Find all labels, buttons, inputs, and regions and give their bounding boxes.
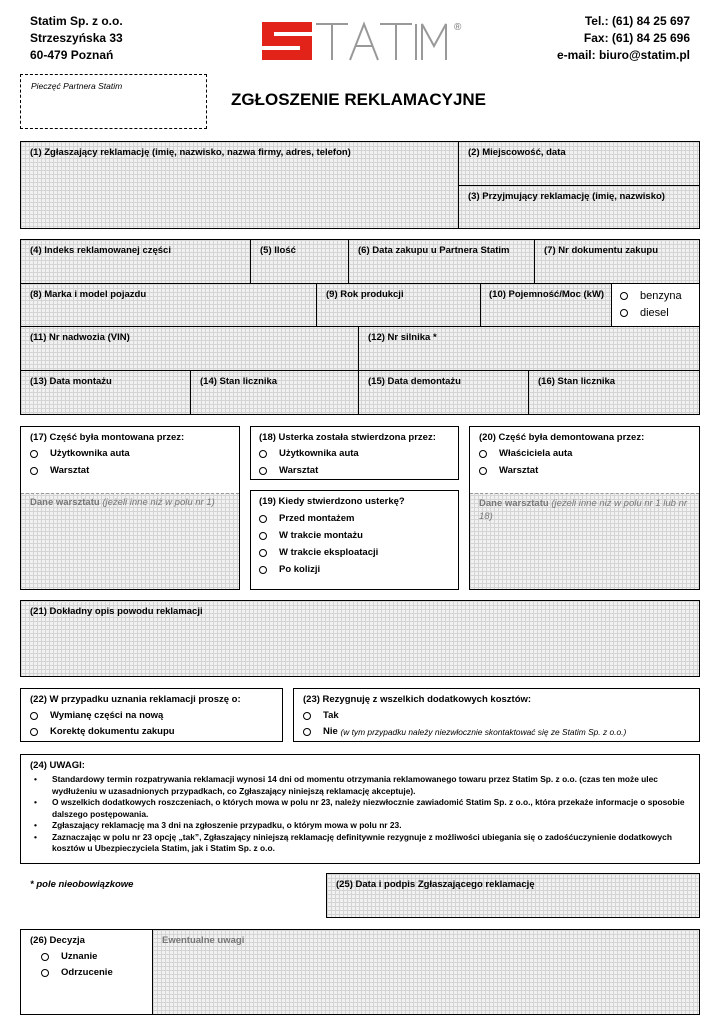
optional-field-note: * pole nieobowiązkowe — [30, 879, 134, 890]
fuel-option-petrol-label: benzyna — [640, 290, 682, 302]
radio-icon — [620, 309, 628, 317]
resolution-request-title: (22) W przypadku uznania reklamacji proszę o: — [30, 694, 241, 705]
radio-icon — [30, 467, 38, 475]
field-vehicle-model-label: (8) Marka i model pojazdu — [30, 289, 147, 300]
company-address — [30, 13, 123, 64]
field-engine-number[interactable] — [359, 327, 699, 371]
radio-icon — [41, 969, 49, 977]
field-engine-number-label: (12) Nr silnika * — [368, 332, 437, 343]
radio-icon — [259, 467, 267, 475]
statim-logo — [258, 18, 468, 64]
installed-by-option-workshop-label: Warsztat — [50, 465, 90, 476]
waive-costs-title: (23) Rezygnuję z wszelkich dodatkowych kosztów: — [303, 694, 532, 705]
field-removal-mileage-label: (16) Stan licznika — [538, 376, 616, 387]
remarks-item: • O wszelkich dodatkowych roszczeniach, o których mowa w polu nr 23, należy niezwłocznie zawiadomić Statim Sp. z o.o., która przekaże informacje o sposobie dalszego postępowania. — [30, 797, 691, 820]
resolution-option-replace[interactable] — [30, 710, 163, 721]
removed-by-workshop-label: Dane warsztatu — [479, 498, 549, 509]
radio-icon — [479, 450, 487, 458]
field-signature-label: (25) Data i podpis Zgłaszającego reklamację — [336, 879, 535, 890]
radio-icon — [30, 728, 38, 736]
radio-icon — [41, 953, 49, 961]
removed-by-option-owner[interactable] — [479, 448, 572, 459]
radio-icon — [259, 532, 267, 540]
field-purchase-date-label: (6) Data zakupu u Partnera Statim — [358, 245, 510, 256]
field-vin-label: (11) Nr nadwozia (VIN) — [30, 332, 130, 343]
installed-by-option-user-label: Użytkownika auta — [50, 448, 130, 459]
field-purchase-doc[interactable] — [535, 240, 699, 284]
detected-when-option-operation[interactable] — [259, 547, 378, 558]
registered-mark: ® — [454, 22, 462, 33]
detected-by-option-user-label: Użytkownika auta — [279, 448, 359, 459]
fuel-option-diesel[interactable] — [620, 307, 669, 319]
field-vehicle-model[interactable] — [21, 284, 317, 327]
contact-email: e-mail: biuro@statim.pl — [556, 48, 690, 62]
detected-when-option-during-install-label: W trakcie montażu — [279, 530, 363, 541]
field-install-mileage[interactable] — [191, 371, 359, 414]
field-install-date-label: (13) Data montażu — [30, 376, 112, 387]
radio-icon — [30, 450, 38, 458]
radio-icon — [259, 515, 267, 523]
contact-fax: Fax: (61) 84 25 696 — [583, 31, 690, 45]
remarks-item: • Zaznaczając w polu nr 23 opcję „tak”, Zgłaszający niniejszą reklamację definitywnie rezygnuje z możliwości ubiegania się o zadośćuczynienie dodatkowych kosztów u Ubezpieczyciela Statim, jak i Statim Sp. z o.o. — [30, 832, 691, 855]
field-quantity[interactable] — [251, 240, 349, 284]
detected-when-option-collision-label: Po kolizji — [279, 564, 321, 575]
field-description[interactable] — [20, 600, 700, 677]
installed-by-option-user[interactable] — [30, 448, 130, 459]
detected-when-title: (19) Kiedy stwierdzono usterkę? — [259, 496, 405, 507]
radio-icon — [303, 712, 311, 720]
radio-icon — [259, 450, 267, 458]
field-install-date[interactable] — [21, 371, 191, 414]
field-part-index-label: (4) Indeks reklamowanej części — [30, 245, 171, 256]
radio-icon — [30, 712, 38, 720]
waive-costs-no-hint: (w tym przypadku należy niezwłocznie skontaktować się ze Statim Sp. z o.o.) — [340, 726, 627, 737]
field-place-date[interactable] — [459, 142, 699, 186]
radio-icon — [259, 566, 267, 574]
field-production-year[interactable] — [317, 284, 481, 327]
removed-by-title: (20) Część była demontowana przez: — [479, 432, 645, 443]
waive-costs-option-no-label: Nie — [323, 726, 338, 737]
waive-costs-section — [293, 688, 700, 742]
detected-by-section — [250, 426, 459, 480]
field-purchase-date[interactable] — [349, 240, 535, 284]
field-description-label: (21) Dokładny opis powodu reklamacji — [30, 606, 203, 617]
removed-by-option-workshop[interactable] — [479, 465, 538, 476]
partner-stamp-label: Pieczęć Partnera Statim — [31, 81, 123, 91]
field-engine-capacity-label: (10) Pojemność/Moc (kW) — [489, 289, 605, 300]
part-vehicle-section — [20, 239, 700, 415]
field-decision-remarks-label: Ewentualne uwagi — [162, 935, 245, 946]
detected-when-section — [250, 490, 459, 590]
remarks-item: • Zgłaszający reklamację ma 3 dni na zgłoszenie przypadku, o którym mowa w polu nr 23. — [30, 820, 691, 832]
radio-icon — [259, 549, 267, 557]
decision-option-reject[interactable] — [41, 967, 113, 978]
remarks-item: • Standardowy termin rozpatrywania reklamacji wynosi 14 dni od momentu otrzymania reklamowanego towaru przez Statim Sp. z o.o. (czas ten może ulec wydłużeniu w uzasadnionych przypadkach, co Zgłaszający niniejszą reklamację akceptuje). — [30, 774, 691, 797]
installed-by-section — [20, 426, 240, 590]
detected-by-option-workshop[interactable] — [259, 465, 318, 476]
detected-by-title: (18) Usterka została stwierdzona przez: — [259, 432, 436, 443]
field-engine-capacity[interactable] — [481, 284, 612, 327]
field-receiver-label: (3) Przyjmujący reklamację (imię, nazwisko) — [468, 191, 665, 202]
remarks-section — [20, 754, 700, 864]
detected-when-option-operation-label: W trakcie eksploatacji — [279, 547, 379, 558]
partner-stamp-box[interactable] — [20, 74, 207, 129]
installed-by-workshop-data[interactable] — [30, 497, 215, 508]
detected-when-option-during-install[interactable] — [259, 530, 363, 541]
waive-costs-option-no[interactable] — [303, 726, 626, 737]
company-contact — [557, 13, 690, 64]
field-receiver[interactable] — [459, 186, 699, 228]
remarks-title: (24) UWAGI: — [30, 760, 85, 771]
resolution-option-replace-label: Wymianę części na nową — [50, 710, 164, 721]
field-vin[interactable] — [21, 327, 359, 371]
removed-by-workshop-data[interactable] — [479, 497, 689, 523]
field-reporter[interactable] — [21, 142, 459, 228]
field-quantity-label: (5) Ilość — [260, 245, 296, 256]
removed-by-workshop-hint: (jeżeli inne niż w polu nr 1 lub nr 18) — [479, 498, 688, 522]
field-removal-date-label: (15) Data demontażu — [368, 376, 461, 387]
detected-by-option-user[interactable] — [259, 448, 359, 459]
removed-by-option-workshop-label: Warsztat — [499, 465, 539, 476]
decision-option-accept-label: Uznanie — [61, 951, 98, 962]
decision-option-accept[interactable] — [41, 951, 97, 962]
installed-by-workshop-hint: (jeżeli inne niż w polu nr 1) — [102, 497, 215, 508]
decision-group — [21, 930, 153, 1014]
field-removal-date[interactable] — [359, 371, 529, 414]
removed-by-option-owner-label: Właściciela auta — [499, 448, 573, 459]
detected-when-option-collision[interactable] — [259, 564, 320, 575]
page-title: ZGŁOSZENIE REKLAMACYJNE — [231, 90, 487, 109]
installed-by-workshop-label: Dane warsztatu — [30, 497, 100, 508]
detected-by-option-workshop-label: Warsztat — [279, 465, 319, 476]
resolution-option-correction-label: Korektę dokumentu zakupu — [50, 726, 175, 737]
detected-when-option-before-label: Przed montażem — [279, 513, 355, 524]
decision-option-reject-label: Odrzucenie — [61, 967, 113, 978]
field-purchase-doc-label: (7) Nr dokumentu zakupu — [544, 245, 659, 256]
fuel-option-diesel-label: diesel — [640, 307, 669, 319]
radio-icon — [303, 728, 311, 736]
waive-costs-option-yes[interactable] — [303, 710, 339, 721]
decision-title: (26) Decyzja — [30, 935, 85, 946]
fuel-type-group — [612, 284, 699, 327]
field-removal-mileage[interactable] — [529, 371, 699, 414]
resolution-option-correction[interactable] — [30, 726, 175, 737]
remarks-list — [30, 774, 691, 855]
field-place-date-label: (2) Miejscowość, data — [468, 147, 566, 158]
waive-costs-option-yes-label: Tak — [323, 710, 339, 721]
company-street: Strzeszyńska 33 — [30, 31, 123, 45]
reporter-section — [20, 141, 700, 229]
removed-by-section — [469, 426, 700, 590]
field-part-index[interactable] — [21, 240, 251, 284]
installed-by-title: (17) Część była montowana przez: — [30, 432, 185, 443]
company-name: Statim Sp. z o.o. — [30, 14, 123, 28]
contact-tel: Tel.: (61) 84 25 697 — [584, 14, 690, 28]
field-signature[interactable] — [326, 873, 700, 918]
field-production-year-label: (9) Rok produkcji — [326, 289, 404, 300]
company-city: 60-479 Poznań — [30, 48, 114, 62]
installed-by-option-workshop[interactable] — [30, 465, 89, 476]
field-decision-remarks[interactable] — [153, 930, 699, 1014]
field-reporter-label: (1) Zgłaszający reklamację (imię, nazwisko, nazwa firmy, adres, telefon) — [30, 147, 351, 158]
detected-when-option-before[interactable] — [259, 513, 355, 524]
field-install-mileage-label: (14) Stan licznika — [200, 376, 278, 387]
resolution-request-section — [20, 688, 283, 742]
decision-section — [20, 929, 700, 1015]
radio-icon — [620, 292, 628, 300]
radio-icon — [479, 467, 487, 475]
fuel-option-petrol[interactable] — [620, 290, 682, 302]
